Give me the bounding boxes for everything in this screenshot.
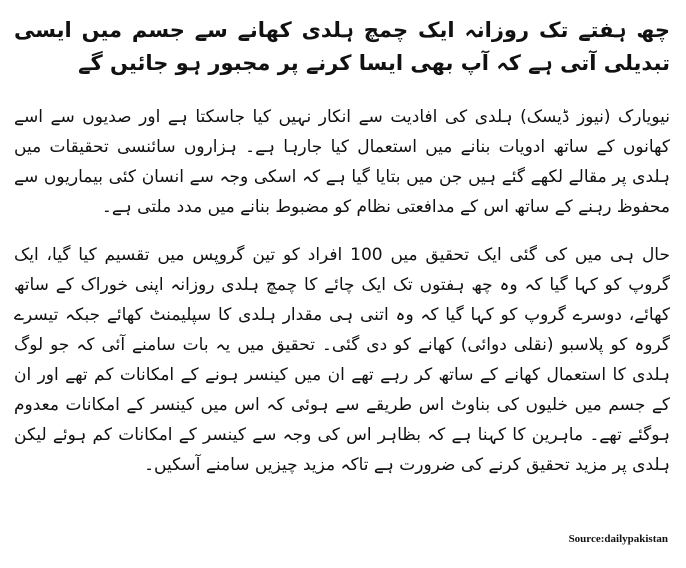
- article-paragraph-intro: نیویارک (نیوز ڈیسک) ہلدی کی افادیت سے انکار نہیں کیا جاسکتا ہے اور صدیوں سے اسے کھانوں کے ساتھ ادویات بنانے میں استعمال کیا جارہا ہے۔ ہزاروں سائنسی تحقیقات میں ہلدی پر مقالے لکھے گئے ہیں جن میں بتایا گیا ہے کہ اسکی وجہ سے انسان کئی بیماریوں سے محفوظ رہنے کے ساتھ اس کے مدافعتی نظام کو مضبوط بنانے میں مدد ملتی ہے۔: [14, 107, 670, 217]
- source-credit: Source:dailypakistan: [568, 533, 668, 545]
- article-headline: چھ ہفتے تک روزانہ ایک چمچ ہلدی کھانے سے جسم میں ایسی تبدیلی آتی ہے کہ آپ بھی ایسا کرنے پر مجبور ہو جائیں گے: [14, 18, 670, 75]
- article-paragraph-study: حال ہی میں کی گئی ایک تحقیق میں 100 افراد کو تین گروپس میں تقسیم کیا گیا، ایک گروپ کو کہا گیا کہ وہ چھ ہفتوں تک ایک چائے کا چمچ ہلدی روزانہ اپنی خوراک کے ساتھ کھائے، دوسرے گروپ کو کہا گیا کہ وہ اتنی ہی مقدار ہلدی کا سپلیمنٹ کھائے جبکہ تیسرے گروہ کو پلاسبو (نقلی دوائی) کھانے کو دی گئی۔ تحقیق میں یہ بات سامنے آئی کہ جو لوگ ہلدی کا استعمال کھانے کے ساتھ کر رہے تھے ان میں کینسر ہونے کے امکانات کم تھے اور ان کے جسم میں خلیوں کی بناوٹ اس طریقے سے ہوئی کہ اس میں کینسر کے امکانات معدوم ہوگئے تھے۔ ماہرین کا کہنا ہے کہ بظاہر اس کی وجہ سے کینسر کے امکانات کم ہوئے لیکن ہلدی پر مزید تحقیق کرنے کی ضرورت ہے تاکہ مزید چیزیں سامنے آسکیں۔: [14, 245, 670, 475]
- article: [14, 14, 670, 498]
